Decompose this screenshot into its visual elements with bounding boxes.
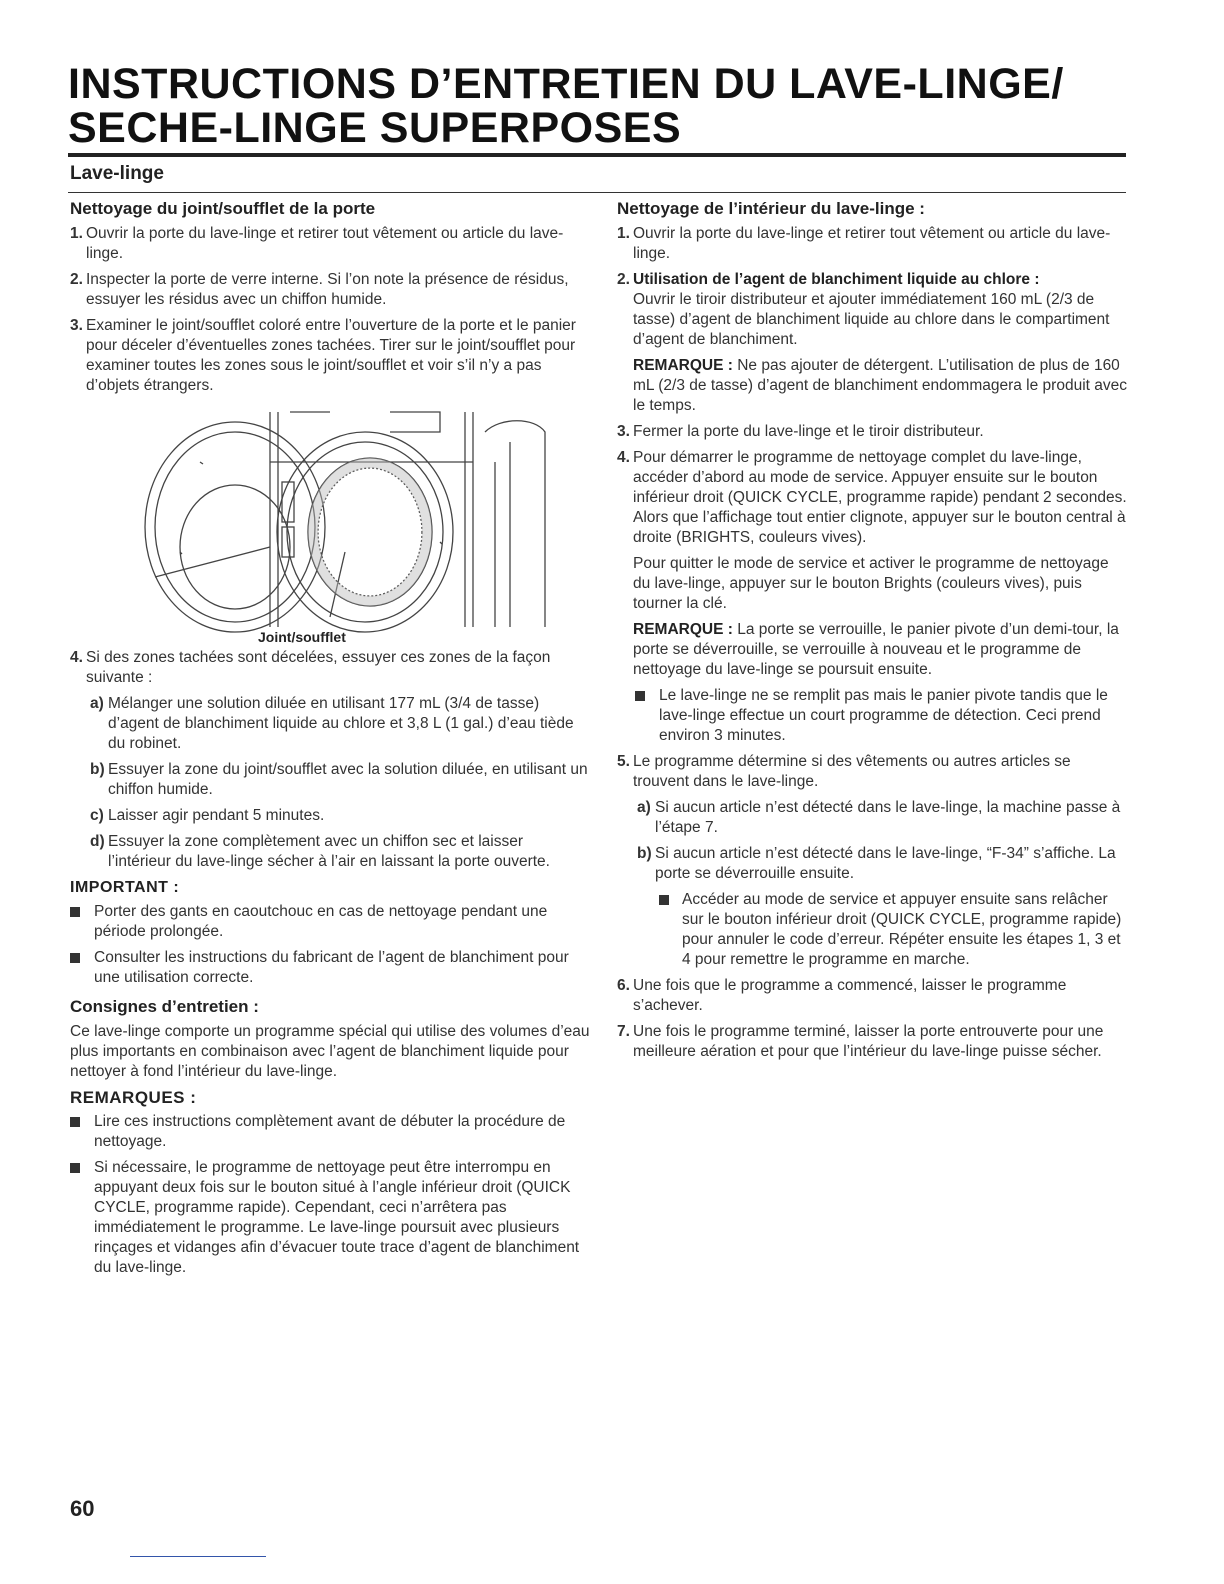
figure-caption: Joint/soufflet: [258, 629, 346, 645]
footer-link-underline: [130, 1556, 266, 1557]
step-number: 1.: [617, 225, 630, 242]
sub-step: [70, 760, 590, 800]
sub-step-text: Mélanger une solution diluée en utilisant 177 mL (3/4 de tasse) d’agent de blanchiment liquide au chlore et 3,8 L (1 gal.) d’eau tiède du robinet.: [108, 695, 574, 752]
sub-step: [617, 798, 1127, 838]
bullet-text: Le lave-linge ne se remplit pas mais le panier pivote tandis que le lave-linge effectue un court programme de détection. Ceci prend environ 3 minutes.: [659, 687, 1108, 744]
bullet-item: [70, 1158, 590, 1278]
sub-step-letter: b): [637, 845, 652, 862]
square-bullet-icon: [635, 691, 645, 701]
note-text: La porte se verrouille, le panier pivote d’un demi-tour, la porte se déverrouille, se verrouille à nouveau et le programme de nettoyage du lave-linge se poursuit ensuite.: [633, 621, 1119, 678]
sub-step-text: Si aucun article n’est détecté dans le lave-linge, la machine passe à l’étape 7.: [655, 799, 1121, 836]
step-number: 3.: [70, 317, 83, 334]
step-number: 1.: [70, 225, 83, 242]
sub-step-letter: b): [90, 761, 105, 778]
bullet-item: [617, 890, 1127, 970]
step-text: Ouvrir la porte du lave-linge et retirer tout vêtement ou article du lave-linge.: [633, 225, 1111, 262]
list-item: [617, 224, 1127, 264]
bullet-item: [70, 1112, 590, 1152]
step-text: Une fois que le programme a commencé, laisser le programme s’achever.: [633, 977, 1067, 1014]
section-divider: [68, 192, 1126, 193]
list-item: [70, 648, 590, 688]
page-number: 60: [70, 1496, 95, 1521]
sub-step-text: Laisser agir pendant 5 minutes.: [108, 807, 325, 824]
section-heading: Lave-linge: [70, 163, 164, 184]
note-paragraph: [617, 620, 1127, 680]
title-line-1: INSTRUCTIONS D’ENTRETIEN DU LAVE-LINGE/: [68, 60, 1064, 108]
list-item: [617, 752, 1127, 792]
square-bullet-icon: [70, 907, 80, 917]
sub-step: [70, 694, 590, 754]
step-text: Inspecter la porte de verre interne. Si l’on note la présence de résidus, essuyer les résidus avec un chiffon humide.: [86, 271, 569, 308]
maintenance-heading: Consignes d’entretien :: [70, 997, 259, 1016]
note-text: Ne pas ajouter de détergent. L’utilisation de plus de 160 mL (2/3 de tasse) d’agent de blanchiment endommagera le produit avec le temps.: [633, 357, 1127, 414]
step-text: Si des zones tachées sont décelées, essuyer ces zones de la façon suivante :: [86, 649, 551, 686]
sub-step-text: Si aucun article n’est détecté dans le lave-linge, “F-34” s’affiche. La porte se déverrouille ensuite.: [655, 845, 1116, 882]
door-seal-illustration: [140, 402, 560, 645]
note-label: REMARQUE :: [633, 621, 733, 638]
sub-step-text: Essuyer la zone complètement avec un chiffon sec et laisser l’intérieur du lave-linge sécher à l’air en laissant la porte ouverte.: [108, 833, 550, 870]
remarks-label: REMARQUES :: [70, 1088, 197, 1107]
list-item: [70, 316, 590, 396]
step-number: 7.: [617, 1023, 630, 1040]
interior-cleaning-heading: Nettoyage de l’intérieur du lave-linge :: [617, 199, 925, 218]
maintenance-paragraph: Ce lave-linge comporte un programme spécial qui utilise des volumes d’eau plus importants en combinaison avec l’agent de blanchiment liquide pour nettoyer à fond l’intérieur du lave-linge.: [70, 1023, 590, 1080]
step-text: Examiner le joint/soufflet coloré entre l’ouverture de la porte et le panier pour déceler d’éventuelles zones tachées. Tirer sur le joint/soufflet pour examiner toutes les zones sous le joint/soufflet et voir s’il n’y a pas d’objets étrangers.: [86, 317, 576, 394]
sub-step-letter: a): [90, 695, 104, 712]
list-item: [617, 270, 1127, 350]
list-item: [617, 422, 1127, 442]
important-label: IMPORTANT :: [70, 879, 180, 896]
step-number: 5.: [617, 753, 630, 770]
square-bullet-icon: [70, 1117, 80, 1127]
step-text: Ouvrir la porte du lave-linge et retirer tout vêtement ou article du lave-linge.: [86, 225, 564, 262]
sub-step-text: Essuyer la zone du joint/soufflet avec la solution diluée, en utilisant un chiffon humide.: [108, 761, 588, 798]
list-item: [70, 224, 590, 264]
step-text: Pour démarrer le programme de nettoyage complet du lave-linge, accéder d’abord au mode de service. Appuyer ensuite sur le bouton inférieur droit (QUICK CYCLE, programme rapide) pendant 2 secondes. Alors que l’affichage tout entier clignote, appuyer sur le bouton central à droite (BRIGHTS, couleurs vives).: [633, 449, 1127, 546]
bullet-item: [70, 902, 590, 942]
step-text: Fermer la porte du lave-linge et le tiroir distributeur.: [633, 423, 984, 440]
bullet-item: [617, 686, 1127, 746]
step-number: 4.: [617, 449, 630, 466]
step-text: Le programme détermine si des vêtements ou autres articles se trouvent dans le lave-linge.: [633, 753, 1071, 790]
step-number: 6.: [617, 977, 630, 994]
sub-step: [70, 832, 590, 872]
step-continuation: Pour quitter le mode de service et activer le programme de nettoyage du lave-linge, appuyer sur le bouton Brights (couleurs vives), puis tourner la clé.: [633, 555, 1109, 612]
washer-door-drawing: [140, 402, 560, 642]
step-text: Une fois le programme terminé, laisser la porte entrouverte pour une meilleure aération et pour que l’intérieur du lave-linge puisse sécher.: [633, 1023, 1104, 1060]
note-paragraph: [617, 356, 1127, 416]
bullet-text: Si nécessaire, le programme de nettoyage peut être interrompu en appuyant deux fois sur le bouton situé à l’angle inférieur droit (QUICK CYCLE, programme rapide). Cependant, ceci n’arrêtera pas immédiatement le programme. Le lave-linge poursuit avec plusieurs rinçages et vidanges afin d’évacuer toute trace d’agent de blanchiment du lave-linge.: [94, 1159, 580, 1276]
list-item: [617, 448, 1127, 548]
step-text: Ouvrir le tiroir distributeur et ajouter immédiatement 160 mL (2/3 de tasse) d’agent de blanchiment liquide au chlore dans le compartiment d’agent de blanchiment.: [633, 291, 1110, 348]
list-item: [617, 976, 1127, 1016]
step-number: 4.: [70, 649, 83, 666]
square-bullet-icon: [70, 953, 80, 963]
bullet-text: Porter des gants en caoutchouc en cas de nettoyage pendant une période prolongée.: [94, 903, 548, 940]
sub-step-letter: d): [90, 833, 105, 850]
list-item: [70, 270, 590, 310]
bullet-text: Accéder au mode de service et appuyer ensuite sans relâcher sur le bouton inférieur droit (QUICK CYCLE, programme rapide) pour annuler le code d’erreur. Répéter ensuite les étapes 1, 3 et 4 pour remettre le programme en marche.: [682, 891, 1122, 968]
step-number: 3.: [617, 423, 630, 440]
square-bullet-icon: [659, 895, 669, 905]
title-line-2: SECHE-LINGE SUPERPOSES: [68, 104, 682, 152]
page-title: [68, 62, 1138, 150]
sub-step-letter: a): [637, 799, 651, 816]
square-bullet-icon: [70, 1163, 80, 1173]
right-column: [617, 198, 1127, 1068]
list-item: [617, 1022, 1127, 1062]
step-number: 2.: [70, 271, 83, 288]
title-divider: [68, 153, 1126, 157]
step-number: 2.: [617, 271, 630, 288]
bullet-item: [70, 948, 590, 988]
note-label: REMARQUE :: [633, 357, 733, 374]
bullet-text: Consulter les instructions du fabricant de l’agent de blanchiment pour une utilisation correcte.: [94, 949, 569, 986]
step-bold-lead: Utilisation de l’agent de blanchiment liquide au chlore :: [633, 271, 1040, 288]
seal-ring-shading: [308, 458, 432, 606]
sub-step: [617, 844, 1127, 884]
door-seal-heading: Nettoyage du joint/soufflet de la porte: [70, 199, 376, 218]
sub-step: [70, 806, 590, 826]
left-column: [70, 198, 590, 1284]
sub-step-letter: c): [90, 807, 104, 824]
bullet-text: Lire ces instructions complètement avant de débuter la procédure de nettoyage.: [94, 1113, 566, 1150]
